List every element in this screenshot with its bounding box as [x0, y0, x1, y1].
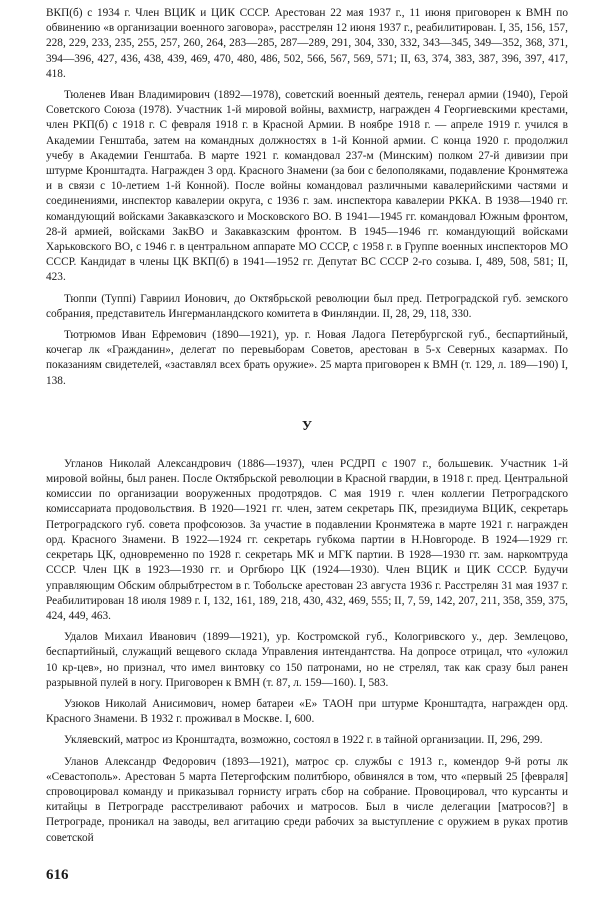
entry-paragraph: Тютрюмов Иван Ефремович (1890—1921), ур. г. Новая Ладога Петербургской губ., беспартийный, кочегар лк «Гражданин», делегат по перевыборам Советов, арестован в 5-х Северных казармах. По показаниям свидетелей, «заставлял всех брать оружие». 25 марта приговорен к ВМН (т. 129, л. 189—190) I, 138. — [46, 329, 568, 387]
entry-paragraph: Угланов Николай Александрович (1886—1937), член РСДРП с 1907 г., большевик. Участник 1-й мировой войны, был ранен. После Октябрьской революции в Красной гвардии, в 1918 г. пред. Центральной комиссии по организации вооруженных продотрядов. С мая 1919 г. член коллегии Петроградского комиссариата продовольствия. В 1920—1921 гг. член, затем секретарь ПК, президиума ВЦИК, секретарь Петроградского губ. совета профсоюзов. За участие в подавлении Кронмятежа в марте 1921 г. награжден орд. Красного Знамени. В 1922—1924 гг. секретарь губкома партии в Н.Новгороде. В 1924—1929 гг. секретарь ЦК, одновременно по 1928 г. секретарь МК и МГК партии. В 1928—1930 гг. зам. наркомтруда СССР. Член ЦК в 1923—1930 гг. и Оргбюро ЦК (1924—1930). Член ВЦИК и ЦИК СССР. Будучи управляющим Обским облрыбтрестом в г. Тобольске арестован 23 августа 1936 г. Расстрелян 31 мая 1937 г. Реабилитирован 18 июля 1989 г. I, 132, 161, 189, 218, 430, 432, 469, 555; II, 7, 59, 142, 207, 211, 358, 359, 375, 424, 449, 463. — [46, 457, 568, 622]
entry-paragraph: Удалов Михаил Иванович (1899—1921), ур. Костромской губ., Кологривского у., дер. Землецово, беспартийный, служащий вещевого склада Управления интендантства. На допросе отрицал, что «уложил 10 кр-цев», но признал, что имел винтовку со 150 патронами, но не стрелял, так как сразу был ранен разрывной пулей в ногу. Приговорен к ВМН (т. 87, л. 159—160). I, 583. — [46, 631, 568, 689]
entry-paragraph: Тюленев Иван Владимирович (1892—1978), советский военный деятель, генерал армии (1940), Герой Советского Союза (1978). Участник 1-й мировой войны, вахмистр, награжден 4 Георгиевскими крестами, член РКП(б) с 1918 г. С февраля 1918 г. в Красной Армии. В ноябре 1918 г. — апреле 1919 г. учился в Академии Генштаба, затем на командных должностях в 1-й Конной армии. С конца 1920 г. продолжил учебу в Академии Генштаба. В марте 1921 г. командовал 237-м (Минским) полком 27-й дивизии при штурме Кронштадта. Награжден 3 орд. Красного Знамени (за бои с белополяками, подавление Кронмятежа и в связи с 10-летием 1-й Конной). После войны командовал различными кавалерийскими частями и соединениями, инспектор кавалерии округа, с 1936 г. зам. инспектора кавалерии РККА. В 1938—1940 гг. командующий войсками Закавказского и Московского ВО. В 1941—1945 гг. командовал Южным фронтом, 28-й армией, войсками ЗакВО и Закавказским фронтом. В 1945—1946 гг. командующий войсками Харьковского ВО, с 1946 г. в центральном аппарате МО СССР, с 1958 г. в Группе военных инспекторов МО СССР. Кандидат в члены ЦК ВКП(б) в 1941—1952 гг. Депутат ВС СССР 2-го созыва. I, 489, 508, 581; II, 423. — [46, 89, 568, 284]
entry-paragraph: Тюппи (Туппі) Гавриил Ионович, до Октябрьской революции был пред. Петроградской губ. земского собрания, представитель Ингерманландского комитета в Финляндии. II, 28, 29, 118, 330. — [46, 292, 568, 320]
page-number: 616 — [46, 867, 69, 883]
entry-paragraph: ВКП(б) с 1934 г. Член ВЦИК и ЦИК СССР. Арестован 22 мая 1937 г., 11 июня приговорен к ВМН по обвинению «в организации военного заговора», расстрелян 12 июня 1937 г., реабилитирован. I, 35, 156, 157, 228, 229, 233, 235, 255, 257, 260, 264, 283—285, 287—289, 291, 304, 330, 332, 343—345, 349—352, 368, 371, 394—396, 427, 436, 438, 439, 469, 470, 480, 486, 502, 566, 567, 569, 571; II, 63, 374, 383, 387, 396, 397, 417, 418. — [46, 7, 568, 80]
entry-paragraph: Уланов Александр Федорович (1893—1921), матрос ср. службы с 1913 г., комендор 9-й роты лк «Севастополь». Арестован 5 марта Петергофским политбюро, обвинялся в том, что «первый 25 [февраля] спровоцировал команду и приказывал горнисту играть сбор на собрание. Провоцировал, что курсанты и китайцы в Петрограде расстреливают рабочих и матросов. Был в числе делегации [матросов?] в Петрограде, проникал на заводы, вел агитацию среди рабочих за выступление с оружием в руках против советской — [46, 755, 568, 844]
entry-paragraph: Узюков Николай Анисимович, номер батареи «Е» ТАОН при штурме Кронштадта, награжден орд. Красного Знамени. В 1932 г. проживал в Москве. I, 600. — [46, 697, 568, 726]
entry-paragraph: Укляевский, матрос из Кронштадта, возможно, состоял в 1922 г. в тайной организации. II, 296, 299. — [64, 734, 543, 747]
section-letter-heading: У — [301, 418, 313, 434]
